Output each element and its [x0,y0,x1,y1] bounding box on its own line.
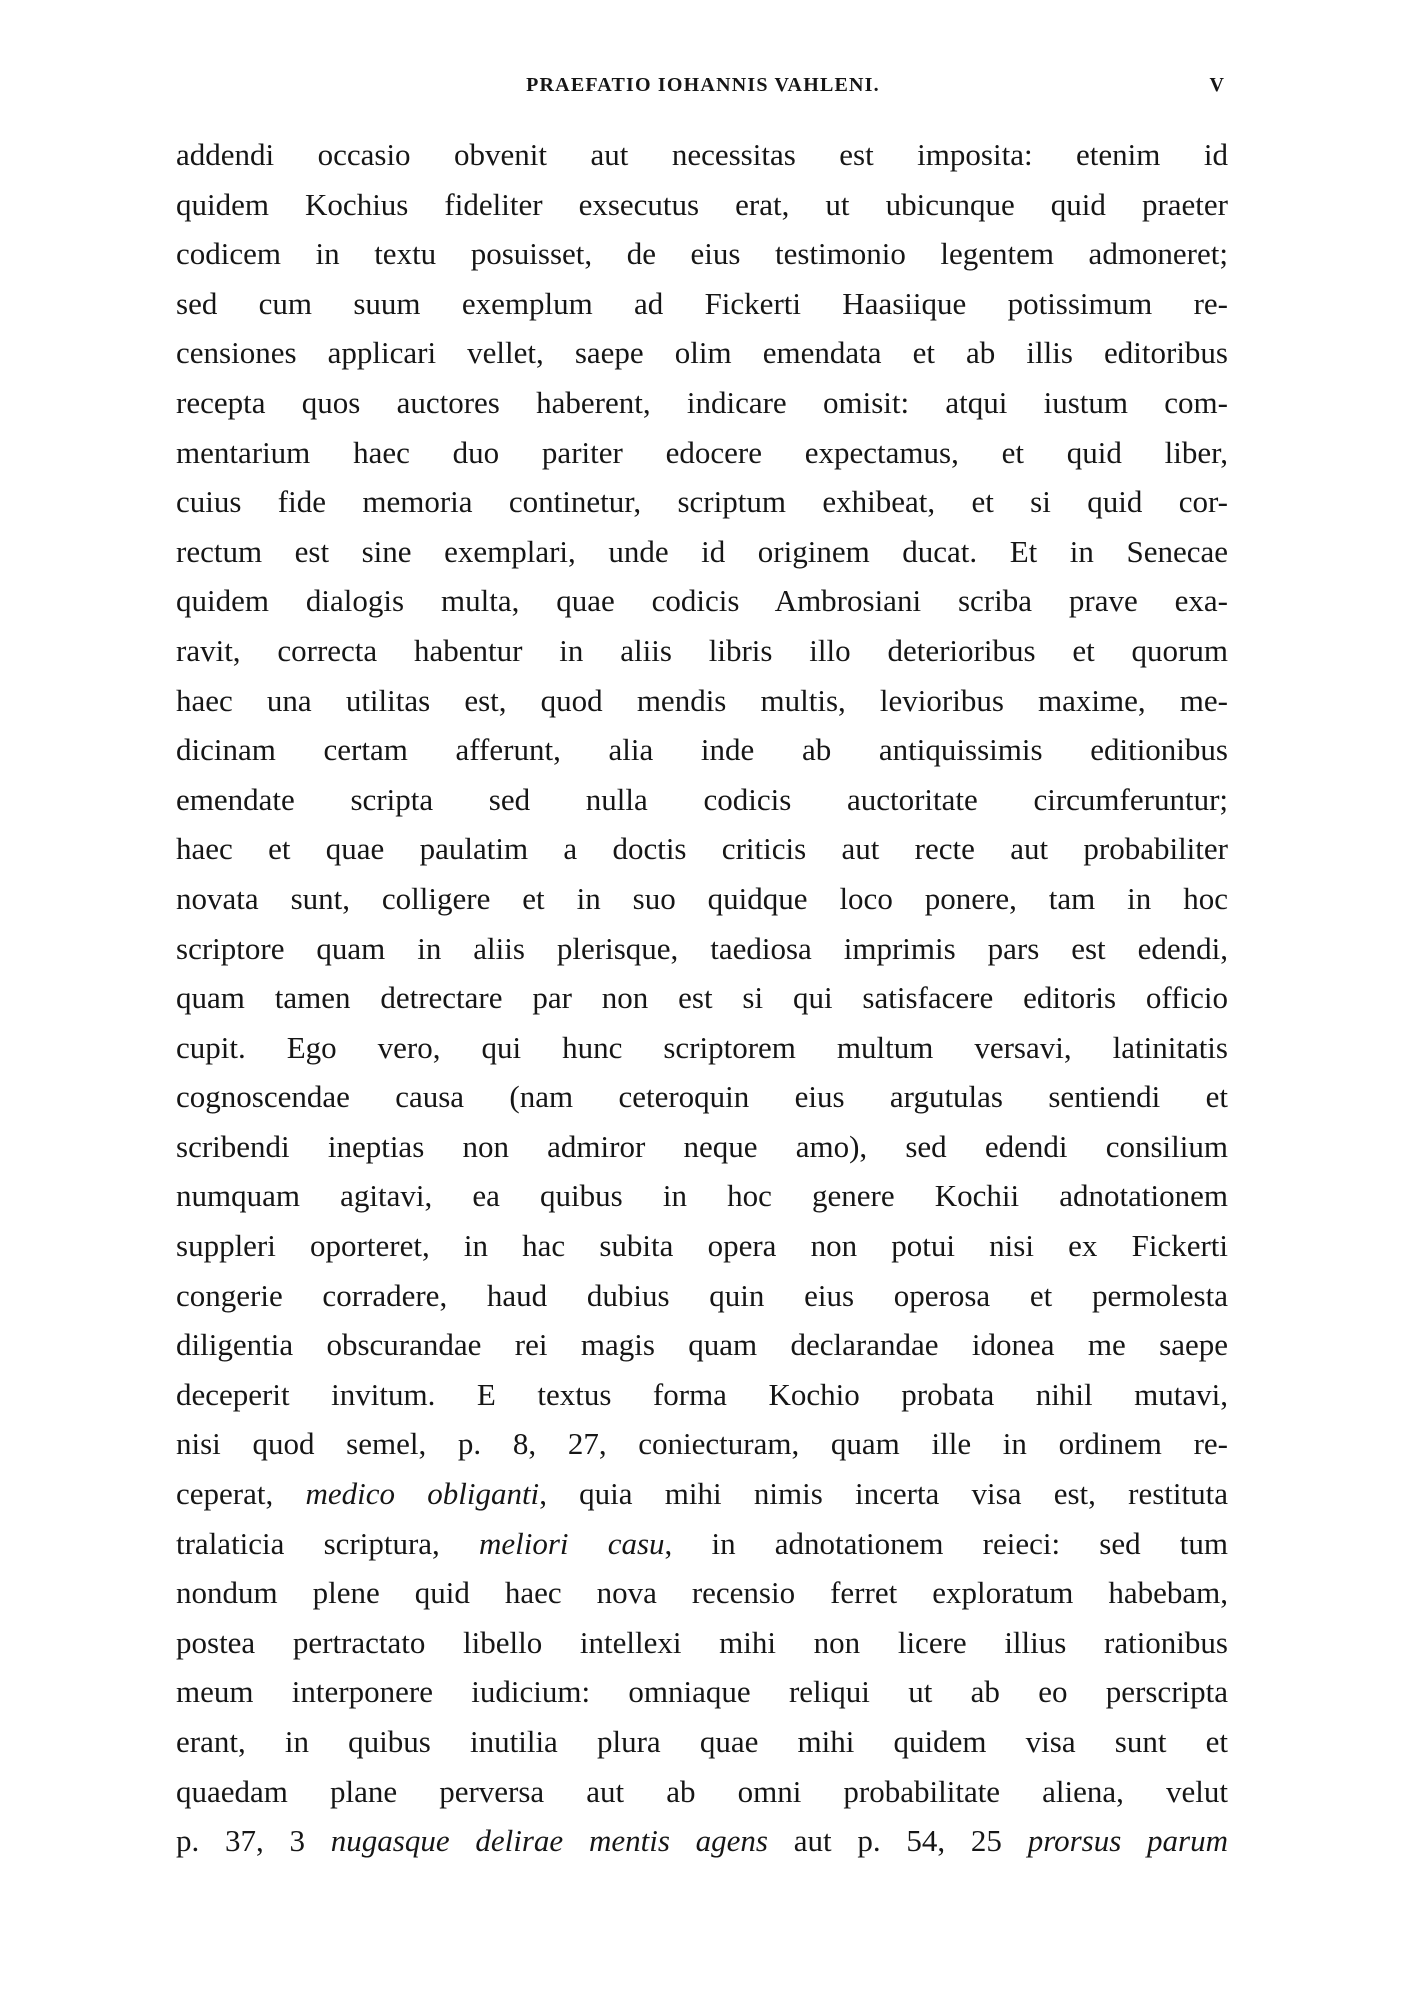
text-segment: p. 37, 3 [176,1823,331,1859]
running-title: PRAEFATIO IOHANNIS VAHLENI. [526,74,880,96]
text-line [176,924,1228,974]
text-line [176,1271,1228,1321]
text-line [176,1320,1228,1370]
text-line [176,676,1228,726]
text-segment: rectum est sine exemplari, unde id originem ducat. Et in Senecae [176,533,1228,569]
body-text [176,130,1228,1866]
text-line [176,378,1228,428]
text-segment: suppleri oporteret, in hac subita opera non potui nisi ex Fickerti [176,1228,1228,1264]
text-segment: quidem dialogis multa, quae codicis Ambrosiani scriba prave exa- [176,583,1228,619]
italic-text-segment: nugasque delirae mentis agens [330,1823,768,1859]
text-segment: erant, in quibus inutilia plura quae mihi quidem visa sunt et [176,1724,1228,1759]
text-line [176,1816,1228,1866]
text-line [176,527,1228,577]
text-segment: quaedam plane perversa aut ab omni probabilitate aliena, velut [176,1773,1228,1809]
text-segment: quidem Kochius fideliter exsecutus erat, ut ubicunque quid praeter [176,186,1228,222]
text-line [176,1370,1228,1420]
text-segment: aut p. 54, 25 [767,1823,1028,1859]
text-segment: novata sunt, colligere et in suo quidque loco ponere, tam in hoc [176,880,1228,916]
text-line [176,229,1228,279]
text-segment: quam tamen detrectare par non est si qui satisfacere editoris officio [176,980,1228,1016]
text-segment: scribendi ineptias non admiror neque amo), sed edendi consilium [176,1128,1228,1164]
italic-text-segment: meliori casu [478,1525,665,1561]
text-segment: ravit, correcta habentur in aliis libris illo deterioribus et quorum [176,632,1228,668]
text-line [176,477,1228,527]
text-segment: , in adnotationem reieci: sed tum [664,1525,1228,1561]
text-segment: codicem in textu posuisset, de eius testimonio legentem admoneret; [176,236,1228,272]
text-line [176,1519,1228,1569]
text-line [176,1717,1228,1767]
text-line [176,1072,1228,1122]
text-segment: cuius fide memoria continetur, scriptum exhibeat, et si quid cor- [176,484,1228,520]
text-segment: ceperat, [176,1476,306,1512]
text-segment: postea pertractato libello intellexi mihi non licere illius rationibus [176,1624,1228,1660]
text-line [176,824,1228,874]
italic-text-segment: medico obliganti [305,1476,540,1512]
text-line [176,130,1228,180]
text-segment: cupit. Ego vero, qui hunc scriptorem multum versavi, latinitatis [176,1029,1228,1065]
text-line [176,1618,1228,1668]
text-segment: scriptore quam in aliis plerisque, taediosa imprimis pars est edendi, [176,930,1228,966]
text-line [176,973,1228,1023]
text-segment: haec et quae paulatim a doctis criticis aut recte aut probabiliter [176,831,1228,867]
text-line [176,1667,1228,1717]
text-segment: emendate scripta sed nulla codicis auctoritate circumferuntur; [176,781,1228,817]
text-segment: tralaticia scriptura, [176,1525,479,1561]
italic-text-segment: prorsus parum [1027,1823,1228,1859]
text-line [176,1221,1228,1271]
text-segment: recepta quos auctores haberent, indicare omisit: atqui iustum com- [176,384,1228,420]
text-segment: dicinam certam afferunt, alia inde ab antiquissimis editionibus [176,732,1228,768]
text-line [176,1568,1228,1618]
text-line [176,428,1228,478]
text-segment: diligentia obscurandae rei magis quam declarandae idonea me saepe [176,1327,1228,1363]
text-segment: addendi occasio obvenit aut necessitas est imposita: etenim id [176,137,1228,172]
text-line [176,1469,1228,1519]
text-segment: deceperit invitum. E textus forma Kochio probata nihil mutavi, [176,1376,1228,1412]
text-line [176,328,1228,378]
text-line [176,1419,1228,1469]
text-line [176,1122,1228,1172]
text-line [176,775,1228,825]
text-segment: cognoscendae causa (nam ceteroquin eius argutulas sentiendi et [176,1079,1228,1115]
text-line [176,1023,1228,1073]
text-line [176,874,1228,924]
text-line [176,180,1228,230]
text-segment: haec una utilitas est, quod mendis multis, levioribus maxime, me- [176,682,1228,718]
text-line [176,1171,1228,1221]
text-segment: nondum plene quid haec nova recensio ferret exploratum habebam, [176,1575,1228,1611]
page-number: V [1209,74,1224,96]
text-segment: numquam agitavi, ea quibus in hoc genere Kochii adnotationem [176,1178,1228,1214]
text-line [176,725,1228,775]
running-head [178,68,1228,102]
text-line [176,279,1228,329]
text-segment: censiones applicari vellet, saepe olim emendata et ab illis editoribus [176,335,1228,371]
text-segment: , quia mihi nimis incerta visa est, restituta [539,1476,1228,1512]
text-line [176,626,1228,676]
text-segment: mentarium haec duo pariter edocere expectamus, et quid liber, [176,434,1228,470]
text-line [176,576,1228,626]
text-segment: meum interponere iudicium: omniaque reliqui ut ab eo perscripta [176,1674,1228,1710]
text-segment: nisi quod semel, p. 8, 27, coniecturam, quam ille in ordinem re- [176,1426,1228,1462]
text-line [176,1767,1228,1817]
text-segment: congerie corradere, haud dubius quin eius operosa et permolesta [176,1277,1228,1313]
text-segment: sed cum suum exemplum ad Fickerti Haasiique potissimum re- [176,285,1228,321]
